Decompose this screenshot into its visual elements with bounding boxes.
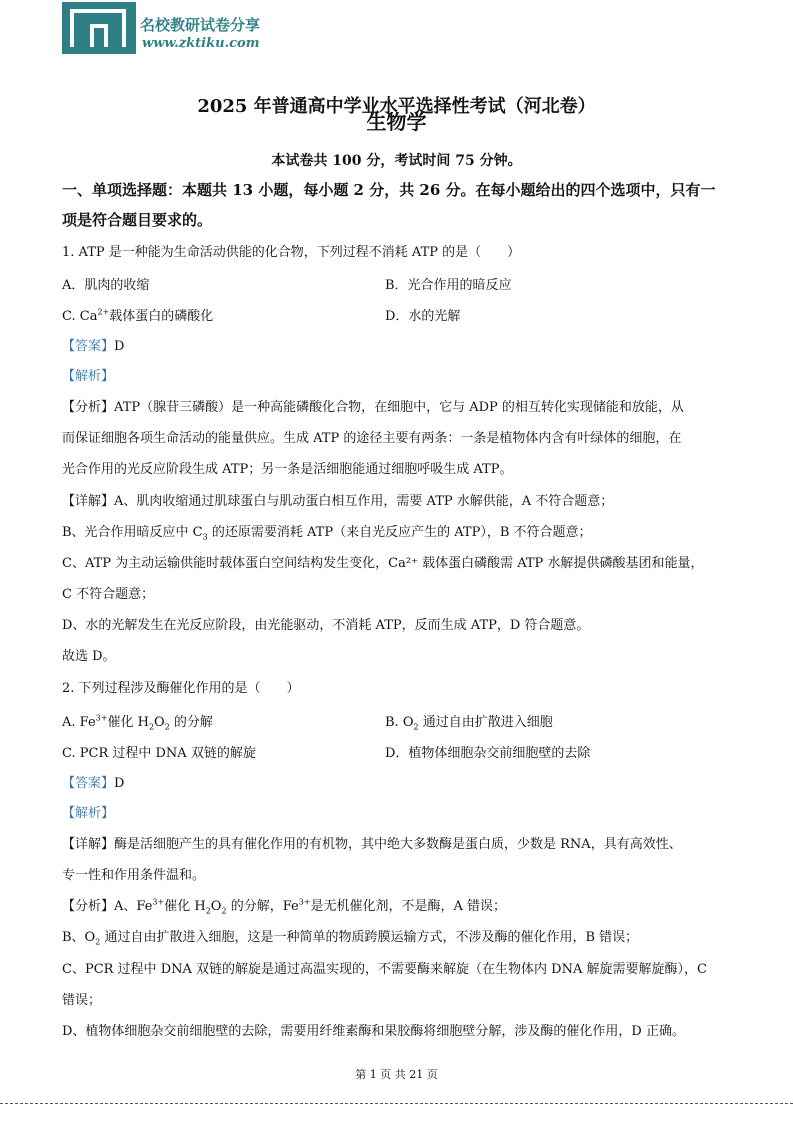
- section-heading-line2: 项是符合题目要求的。: [62, 211, 213, 229]
- logo-icon: [62, 2, 136, 54]
- section-heading-line1: 一、单项选择题：本题共 13 小题，每小题 2 分，共 26 分。在每小题给出的四个选项中，只有一: [62, 181, 716, 199]
- q1-analysis-tag: 【解析】: [62, 369, 115, 384]
- q2-xiangjie-2: 专一性和作用条件温和。: [62, 868, 206, 883]
- q2-analysis-tag: 【解析】: [62, 806, 115, 821]
- q1-option-c: C. $Ca^{2+}$载体蛋白的磷酸化: [62, 307, 214, 324]
- q1-stem: 1. ATP 是一种能为生命活动供能的化合物，下列过程不消耗 ATP 的是（ ）: [62, 245, 521, 260]
- q1-detail-b: B、光合作用暗反应中 $C_3$ 的还原需要消耗 ATP（来自光反应产生的 ATP），B 不符合题意；: [62, 525, 592, 542]
- q1-conclusion: 故选 D。: [62, 649, 116, 664]
- q2-detail-c-2: 错误；: [62, 993, 102, 1008]
- exam-title: 2025 年普通高中学业水平选择性考试（河北卷）: [197, 96, 596, 117]
- q1-option-b: B．光合作用的暗反应: [385, 278, 512, 293]
- q1-option-d: D．水的光解: [385, 309, 461, 324]
- q2-xiangjie-1: 【详解】酶是活细胞产生的具有催化作用的有机物，其中绝大多数酶是蛋白质，少数是 RNA，具有高效性、: [62, 837, 682, 852]
- q1-fenxi-1: 【分析】ATP（腺苷三磷酸）是一种高能磷酸化合物，在细胞中，它与 ADP 的相互转化实现储能和放能，从: [62, 400, 684, 415]
- q1-option-a: A．肌肉的收缩: [62, 278, 150, 293]
- brand-url: www.zktiku.com: [142, 36, 260, 51]
- q1-fenxi-2: 而保证细胞各项生命活动的能量供应。生成 ATP 的途径主要有两条：一条是植物体内含有叶绿体的细胞，在: [62, 431, 682, 446]
- q1-detail-a: 【详解】A、肌肉收缩通过肌球蛋白与肌动蛋白相互作用，需要 ATP 水解供能，A 不符合题意；: [62, 494, 614, 509]
- q2-fenxi-a: 【分析】A、$Fe^{3+}$催化 $H_2O_2$ 的分解，$Fe^{3+}$是无机催化剂，不是酶，A 错误；: [62, 897, 507, 916]
- q2-detail-b: B、$O_2$ 通过自由扩散进入细胞，这是一种简单的物质跨膜运输方式，不涉及酶的催化作用，B 错误；: [62, 930, 639, 947]
- q2-option-a: A. $Fe^{3+}$催化 $H_2O_2$ 的分解: [62, 713, 213, 732]
- site-logo: [62, 2, 272, 56]
- q1-detail-d: D、水的光解发生在光反应阶段，由光能驱动，不消耗 ATP，反而生成 ATP，D 符合题意。: [62, 618, 590, 633]
- q2-detail-d: D、植物体细胞杂交前细胞壁的去除，需要用纤维素酶和果胶酶将细胞壁分解，涉及酶的催化作用，D 正确。: [62, 1024, 685, 1039]
- q2-stem: 2. 下列过程涉及酶催化作用的是（ ）: [62, 681, 300, 696]
- q2-option-b: B. $O_2$ 通过自由扩散进入细胞: [385, 715, 553, 732]
- exam-note: 本试卷共 100 分，考试时间 75 分钟。: [271, 153, 522, 169]
- brand-name: 名校教研试卷分享: [140, 16, 261, 34]
- q1-detail-c-1: C、ATP 为主动运输供能时载体蛋白空间结构发生变化，Ca²⁺ 载体蛋白磷酸需 ATP 水解提供磷酸基团和能量，: [62, 556, 704, 571]
- q1-detail-c-2: C 不符合题意；: [62, 587, 155, 602]
- q2-detail-c-1: C、PCR 过程中 DNA 双链的解旋是通过高温实现的，不需要酶来解旋（在生物体内 DNA 解旋需要解旋酶），C: [62, 962, 707, 977]
- q1-fenxi-3: 光合作用的光反应阶段生成 ATP；另一条是活细胞能通过细胞呼吸生成 ATP。: [62, 462, 513, 477]
- q1-answer: 【答案】D: [62, 339, 125, 354]
- page-number: 第 1 页 共 21 页: [355, 1068, 438, 1081]
- q2-option-d: D．植物体细胞杂交前细胞壁的去除: [385, 746, 591, 761]
- subject-title: 生物学: [366, 110, 427, 134]
- footer-divider: [0, 1103, 793, 1104]
- q2-answer: 【答案】D: [62, 776, 125, 791]
- q2-option-c: C. PCR 过程中 DNA 双链的解旋: [62, 746, 256, 761]
